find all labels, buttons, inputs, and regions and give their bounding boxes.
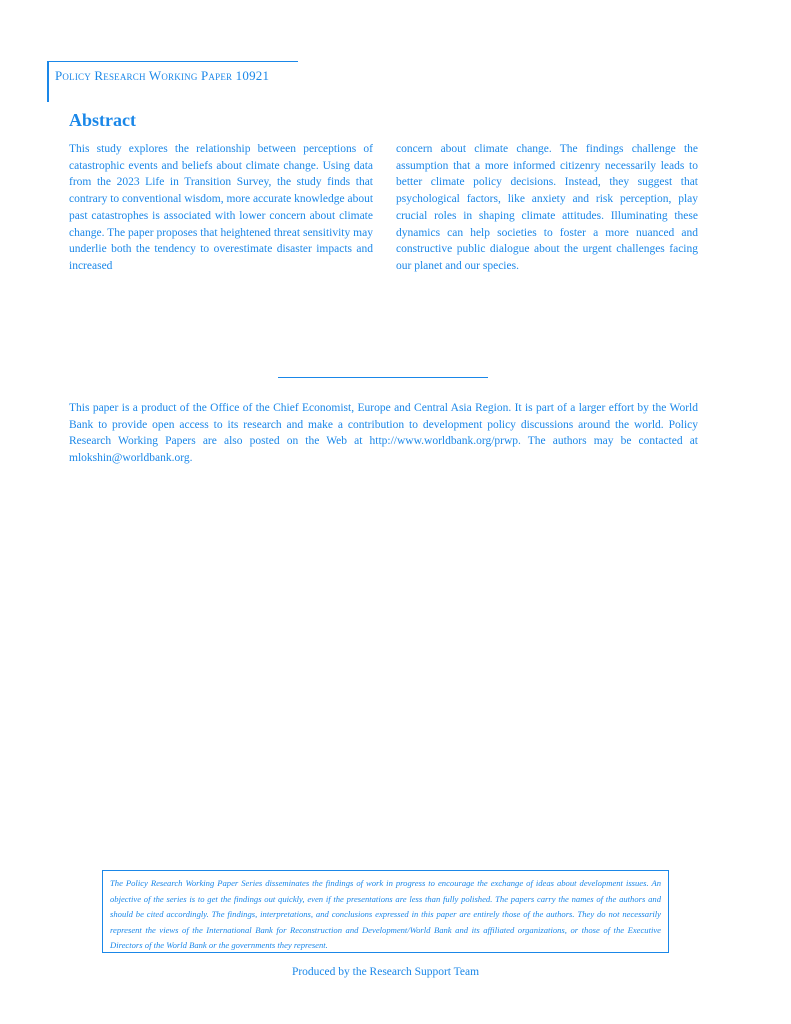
header-rule (48, 61, 298, 62)
abstract-heading: Abstract (69, 110, 136, 130)
abstract-right-column (396, 141, 698, 275)
abstract-right-text: concern about climate change. The findings challenge the assumption that a more informed citizenry necessarily leads to better climate policy decisions. Instead, they suggest that psychological factors, like anxiety and risk perception, play crucial roles in shaping climate attitudes. Illuminating these dynamics can help societies to foster a more nuanced and constructive public dialogue about the urgent challenges facing our planet and our species. (396, 143, 698, 272)
product-note: This paper is a product of the Office of the Chief Economist, Europe and Central Asia Region. It is part of a larger effort by the World Bank to provide open access to its research and make a contribution to development policy discussions around the world. Policy Research Working Papers are also posted on the Web at http://www.worldbank.org/prwp. The authors may be contacted at mlokshin@worldbank.org. (69, 402, 698, 464)
disclaimer-text: The Policy Research Working Paper Series disseminates the findings of work in progress to encourage the exchange of ideas about development issues. An objective of the series is to get the findings out quickly, even if the presentations are less than fully polished. The papers carry the names of the authors and should be cited accordingly. The findings, interpretations, and conclusions expressed in this paper are entirely those of the authors. They do not necessarily represent the views of the International Bank for Reconstruction and Development/World Bank and its affiliated organizations, or those of the Executive Directors of the World Bank or the governments they represent. (110, 878, 661, 950)
section-divider (278, 377, 488, 378)
abstract-left-column (69, 141, 373, 275)
footer-credit: Produced by the Research Support Team (291, 966, 480, 978)
series-title: Policy Research Working Paper 10921 (55, 68, 270, 83)
header-accent-bar (47, 61, 49, 102)
abstract-left-text: This study explores the relationship between perceptions of catastrophic events and beliefs about climate change. Using data from the 2023 Life in Transition Survey, the study finds that contrary to conventional wisdom, more accurate knowledge about past catastrophes is associated with lower concern about climate change. The paper proposes that heightened threat sensitivity may underlie both the tendency to overestimate disaster impacts and increased (69, 143, 374, 272)
disclaimer-box (102, 870, 669, 953)
